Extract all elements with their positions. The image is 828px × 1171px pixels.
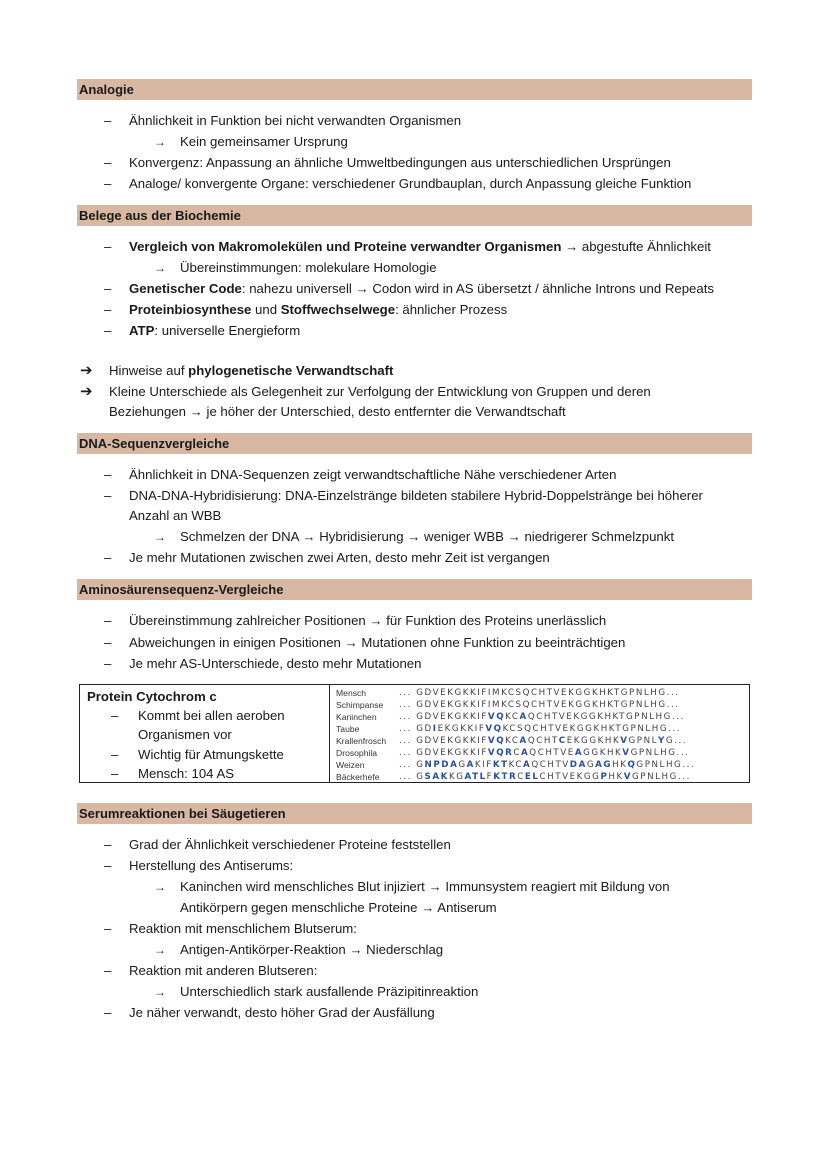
bullet-dash: – xyxy=(104,467,112,482)
heading-serum: Serumreaktionen bei Säugetieren xyxy=(77,803,752,824)
text: : nahezu universell → Codon wird in AS übersetzt / ähnliche Introns und Repeats xyxy=(241,281,714,296)
species-name: Mensch xyxy=(336,688,367,698)
bullet-dash: – xyxy=(104,656,112,671)
species-name: Schimpanse xyxy=(336,700,384,710)
bullet-dash: – xyxy=(104,550,112,565)
species-name: Weizen xyxy=(336,760,365,770)
bold-text: Proteinbiosynthese xyxy=(129,302,252,317)
bullet-dash: – xyxy=(104,1005,112,1020)
amino-acid-sequence: ... GDVEKGKKIFIMKCSQCHTVEKGGKHKTGPNLHG... xyxy=(399,688,680,698)
serum-bullet-1: Grad der Ähnlichkeit verschiedener Proteine feststellen xyxy=(129,837,451,852)
serum-bullet-4: Reaktion mit anderen Blutseren: xyxy=(129,963,318,978)
cytochrom-item-1b: Organismen vor xyxy=(138,727,232,742)
as-bullet-1: Übereinstimmung zahlreicher Positionen → für Funktion des Proteins unerlässlich xyxy=(129,613,607,628)
arrow-icon: → xyxy=(154,985,166,999)
bold-text: Vergleich von Makromolekülen und Proteine verwandter Organismen xyxy=(129,239,562,254)
arrow-right-icon: ➔ xyxy=(80,362,93,379)
text: Hinweise auf xyxy=(109,363,189,378)
bullet-dash: – xyxy=(104,281,112,296)
analogie-bullet-3: Analoge/ konvergente Organe: verschiedener Grundbauplan, durch Anpassung gleiche Funktion xyxy=(129,176,692,191)
bullet-dash: – xyxy=(104,113,112,128)
heading-analogie: Analogie xyxy=(77,79,752,100)
bold-text: phylogenetische Verwandtschaft xyxy=(188,363,394,378)
as-bullet-2: Abweichungen in einigen Positionen → Mutationen ohne Funktion zu beeinträchtigen xyxy=(129,635,626,650)
dna-bullet-3: Je mehr Mutationen zwischen zwei Arten, desto mehr Zeit ist vergangen xyxy=(129,550,550,565)
biochemie-bullet-1 xyxy=(129,238,711,256)
bullet-dash: – xyxy=(111,708,119,723)
arrow-right-icon: ➔ xyxy=(80,383,93,400)
cytochrom-table xyxy=(79,684,750,783)
biochemie-bullet-3 xyxy=(129,301,507,319)
hint-2-line-2: Beziehungen → je höher der Unterschied, desto entfernter die Verwandtschaft xyxy=(109,404,566,419)
bullet-dash: – xyxy=(104,488,112,503)
analogie-bullet-2: Konvergenz: Anpassung an ähnliche Umweltbedingungen aus unterschiedlichen Ursprüngen xyxy=(129,155,671,170)
bold-text: Stoffwechselwege xyxy=(280,302,396,317)
arrow-icon: → xyxy=(154,943,166,957)
species-name: Taube xyxy=(336,724,360,734)
dna-sub-1: Schmelzen der DNA → Hybridisierung → weniger WBB → niedrigerer Schmelzpunkt xyxy=(180,529,674,544)
bullet-dash: – xyxy=(104,613,112,628)
species-name: Kaninchen xyxy=(336,712,377,722)
species-name: Krallenfrosch xyxy=(336,736,387,746)
bullet-dash: – xyxy=(104,837,112,852)
bullet-dash: – xyxy=(111,747,119,762)
amino-acid-sequence: ... GDVEKGKKIFVQKCAQCHTCEKGGKHKVGPNLYG... xyxy=(399,736,688,746)
text: : ähnlicher Prozess xyxy=(395,302,508,317)
bullet-dash: – xyxy=(104,921,112,936)
biochemie-bullet-4 xyxy=(129,322,300,340)
serum-sub-2: Antikörpern gegen menschliche Proteine → Antiserum xyxy=(180,900,497,915)
amino-acid-sequence: ... GSAKKGATLFKTRCELCHTVEKGGPHKVGPNLHG... xyxy=(399,772,691,782)
cytochrom-item-1a: Kommt bei allen aeroben xyxy=(138,708,285,723)
amino-acid-sequence: ... GDVEKGKKIFVQKCAQCHTVEKGGKHKTGPNLHG... xyxy=(399,712,685,722)
bullet-dash: – xyxy=(104,176,112,191)
amino-acid-sequence: ... GDIEKGKKIFVQKCSQCHTVEKGGKHKTGPNLHG... xyxy=(399,724,682,734)
biochemie-bullet-2 xyxy=(129,280,714,298)
heading-aminosaeuren: Aminosäurensequenz-Vergleiche xyxy=(77,579,752,600)
heading-biochemie: Belege aus der Biochemie xyxy=(77,205,752,226)
biochemie-sub-1: Übereinstimmungen: molekulare Homologie xyxy=(180,260,437,275)
arrow-icon: → xyxy=(154,880,166,894)
bullet-dash: – xyxy=(104,635,112,650)
text: → abgestufte Ähnlichkeit xyxy=(561,239,711,254)
species-name: Bäckerhefe xyxy=(336,772,380,782)
hint-2-line-1: Kleine Unterschiede als Gelegenheit zur Verfolgung der Entwicklung von Gruppen und deren xyxy=(109,384,651,399)
arrow-icon: → xyxy=(154,135,166,149)
bullet-dash: – xyxy=(104,963,112,978)
bullet-dash: – xyxy=(111,766,119,781)
bold-text: ATP xyxy=(129,323,155,338)
bullet-dash: – xyxy=(104,155,112,170)
analogie-sub-1: Kein gemeinsamer Ursprung xyxy=(180,134,348,149)
text: : universelle Energieform xyxy=(154,323,301,338)
cytochrom-item-3: Mensch: 104 AS xyxy=(138,766,235,781)
serum-sub-1: Kaninchen wird menschliches Blut injiziert → Immunsystem reagiert mit Bildung von xyxy=(180,879,670,894)
species-name: Drosophila xyxy=(336,748,378,758)
dna-bullet-1: Ähnlichkeit in DNA-Sequenzen zeigt verwandtschaftliche Nähe verschiedener Arten xyxy=(129,467,617,482)
bullet-dash: – xyxy=(104,323,112,338)
serum-bullet-5: Je näher verwandt, desto höher Grad der Ausfällung xyxy=(129,1005,435,1020)
arrow-icon: → xyxy=(154,261,166,275)
dna-bullet-2-line-2: Anzahl an WBB xyxy=(129,508,222,523)
serum-bullet-2: Herstellung des Antiserums: xyxy=(129,858,294,873)
bullet-dash: – xyxy=(104,858,112,873)
serum-bullet-3: Reaktion mit menschlichem Blutserum: xyxy=(129,921,357,936)
bullet-dash: – xyxy=(104,302,112,317)
heading-dna: DNA-Sequenzvergleiche xyxy=(77,433,752,454)
serum-sub-4: Unterschiedlich stark ausfallende Präzipitinreaktion xyxy=(180,984,479,999)
amino-acid-sequence: ... GDVEKGKKIFIMKCSQCHTVEKGGKHKTGPNLHG... xyxy=(399,700,680,710)
as-bullet-3: Je mehr AS-Unterschiede, desto mehr Mutationen xyxy=(129,656,422,671)
bullet-dash: – xyxy=(104,239,112,254)
cytochrom-title: Protein Cytochrom c xyxy=(87,689,217,704)
bold-text: Genetischer Code xyxy=(129,281,242,296)
arrow-icon: → xyxy=(154,530,166,544)
serum-sub-3: Antigen-Antikörper-Reaktion → Niederschlag xyxy=(180,942,444,957)
table-divider xyxy=(329,685,330,782)
hint-1 xyxy=(109,362,393,380)
cytochrom-item-2: Wichtig für Atmungskette xyxy=(138,747,284,762)
text: und xyxy=(251,302,281,317)
dna-bullet-2-line-1: DNA-DNA-Hybridisierung: DNA-Einzelstränge bildeten stabilere Hybrid-Doppelstränge bei höherer xyxy=(129,488,703,503)
amino-acid-sequence: ... GDVEKGKKIFVQRCAQCHTVEAGGKHKVGPNLHG... xyxy=(399,748,690,758)
amino-acid-sequence: ... GNPDAGAKIFKTKCAQCHTVDAGAGHKQGPNLHG... xyxy=(399,760,696,770)
analogie-bullet-1: Ähnlichkeit in Funktion bei nicht verwandten Organismen xyxy=(129,113,462,128)
